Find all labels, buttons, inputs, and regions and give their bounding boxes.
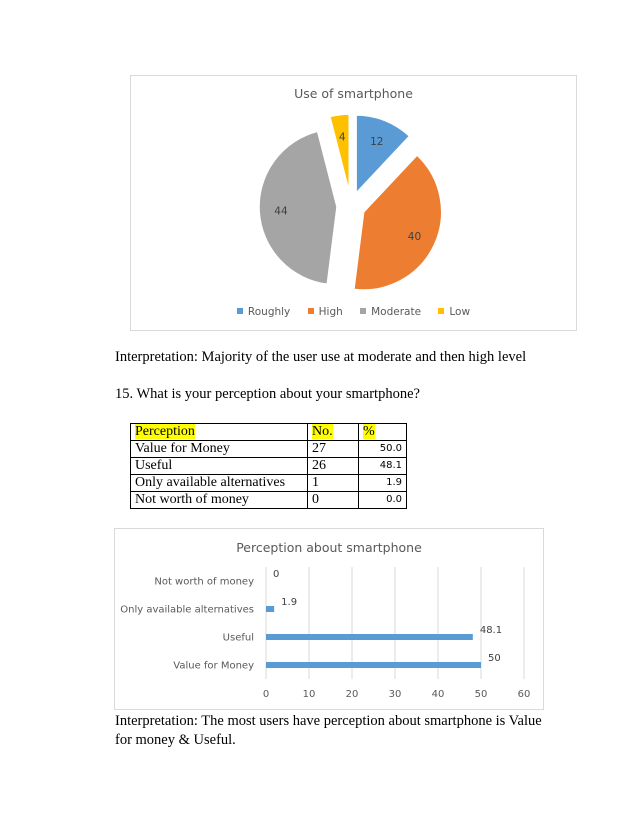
perception-table xyxy=(130,423,407,509)
legend-label: High xyxy=(318,306,343,318)
pie-data-label: 4 xyxy=(338,131,346,144)
pie-data-label: 44 xyxy=(274,205,288,218)
table-row xyxy=(131,492,407,509)
table-header-cell xyxy=(308,424,359,441)
table-cell: Not worth of money xyxy=(131,492,308,509)
x-tick-label: 20 xyxy=(345,689,359,700)
x-tick-label: 60 xyxy=(517,689,531,700)
bar xyxy=(266,662,481,668)
table-cell: Value for Money xyxy=(131,441,308,458)
legend-item-high xyxy=(308,306,343,318)
table-cell: Only available alternatives xyxy=(131,475,308,492)
interpretation-text-1: Interpretation: Majority of the user use at moderate and then high level xyxy=(115,349,527,365)
bar xyxy=(266,606,274,612)
legend-label: Moderate xyxy=(371,306,422,318)
pie-legend xyxy=(131,306,576,318)
table-cell: 1.9 xyxy=(359,475,407,492)
pie-chart xyxy=(130,75,577,331)
table-header-cell xyxy=(131,424,308,441)
bar-data-label: 1.9 xyxy=(281,597,298,608)
table-header-row xyxy=(131,424,407,441)
pie-slice-moderate xyxy=(259,131,337,284)
table-row xyxy=(131,441,407,458)
pie-chart-title: Use of smartphone xyxy=(294,86,413,101)
bar-plot-area xyxy=(115,529,543,709)
bar-data-label: 50 xyxy=(488,653,501,664)
y-category-label: Only available alternatives xyxy=(120,604,254,616)
interpretation-text-2: Interpretation: The most users have perception about smartphone is Value for money & Useful. xyxy=(115,713,542,748)
y-category-label: Useful xyxy=(222,632,254,644)
pie-plot-area xyxy=(131,76,576,301)
table-cell: 0.0 xyxy=(359,492,407,509)
legend-swatch xyxy=(237,308,243,314)
question-heading: 15. What is your perception about your smartphone? xyxy=(115,386,420,402)
legend-swatch xyxy=(308,308,314,314)
legend-item-roughly xyxy=(237,306,290,318)
legend-item-moderate xyxy=(360,306,421,318)
x-tick-label: 30 xyxy=(388,689,402,700)
legend-label: Low xyxy=(449,306,471,318)
legend-swatch xyxy=(438,308,444,314)
bar xyxy=(266,634,473,640)
pie-slice-low xyxy=(330,114,349,192)
pie-data-label: 40 xyxy=(407,230,422,243)
bar-data-label: 48.1 xyxy=(479,625,503,636)
x-tick-label: 10 xyxy=(302,689,316,700)
bar-chart xyxy=(114,528,544,710)
table-cell: 26 xyxy=(308,458,359,475)
table-header-cell xyxy=(359,424,407,441)
x-tick-label: 0 xyxy=(262,689,270,700)
x-tick-label: 50 xyxy=(474,689,488,700)
header-number: No. xyxy=(312,424,333,439)
legend-swatch xyxy=(360,308,366,314)
header-perception: Perception xyxy=(135,424,195,439)
y-category-label: Value for Money xyxy=(173,660,254,672)
table-cell: 1 xyxy=(308,475,359,492)
pie-data-label: 12 xyxy=(370,135,384,148)
table-cell: 27 xyxy=(308,441,359,458)
header-percent: % xyxy=(363,424,375,439)
x-tick-label: 40 xyxy=(431,689,445,700)
legend-item-low xyxy=(438,306,470,318)
table-cell: 50.0 xyxy=(359,441,407,458)
table-row xyxy=(131,475,407,492)
table-cell: 0 xyxy=(308,492,359,509)
bar-data-label: 0 xyxy=(273,569,280,580)
y-category-label: Not worth of money xyxy=(154,576,254,588)
table-row xyxy=(131,458,407,475)
bar-chart-title: Perception about smartphone xyxy=(236,540,422,555)
table-cell: 48.1 xyxy=(359,458,407,475)
legend-label: Roughly xyxy=(247,306,291,318)
table-cell: Useful xyxy=(131,458,308,475)
